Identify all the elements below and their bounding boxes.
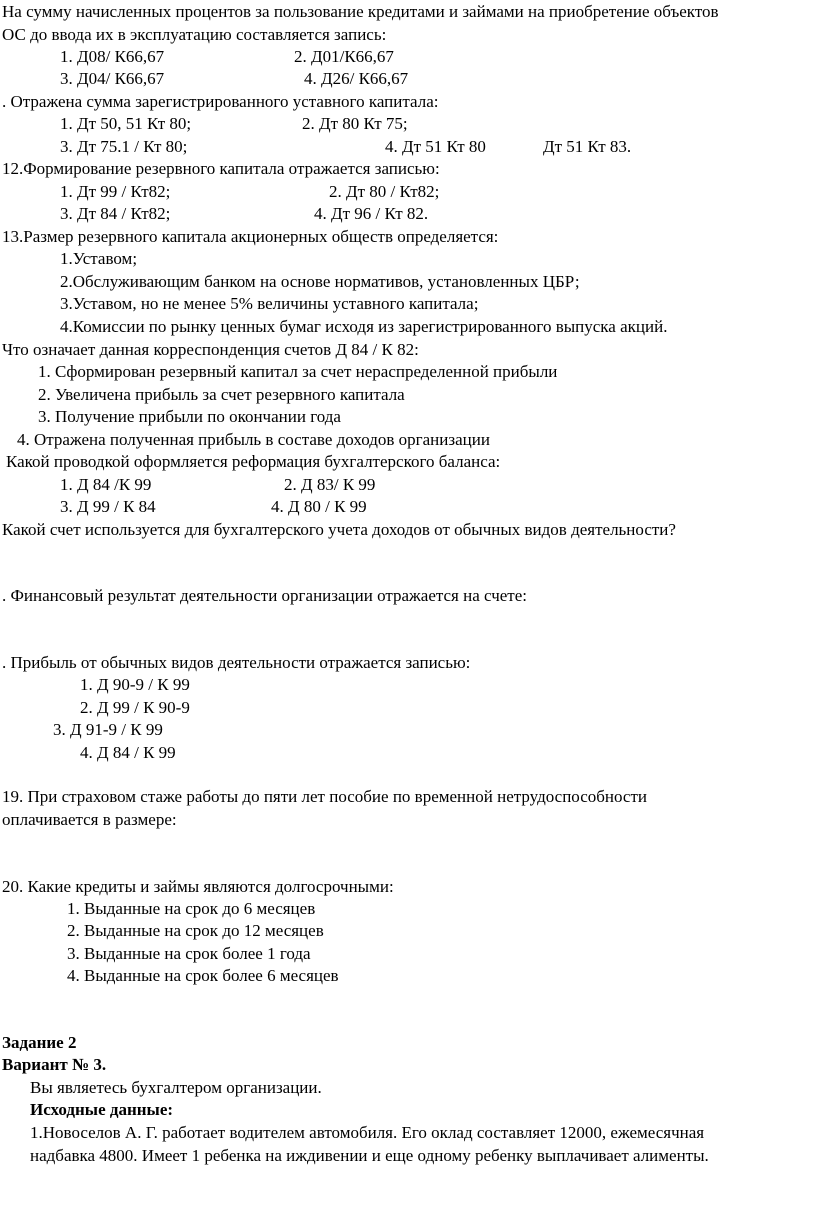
answer-option: 1. Дт 99 / Кт82; bbox=[60, 182, 171, 201]
question-financial-result: . Финансовый результат деятельности организации отражается на счете: bbox=[2, 586, 528, 605]
answer-option: 4. Д26/ К66,67 bbox=[304, 69, 409, 88]
answer-option: 2. Д01/К66,67 bbox=[294, 47, 394, 66]
task-variant: Вариант № 3. bbox=[2, 1055, 107, 1074]
question-interest-line2: ОС до ввода их в эксплуатацию составляется запись: bbox=[2, 25, 387, 44]
answer-option: 3. Дт 75.1 / Кт 80; bbox=[60, 137, 188, 156]
answer-option: 1. Д 84 /К 99 bbox=[60, 475, 152, 494]
question-correspondence: Что означает данная корреспонденция счетов Д 84 / К 82: bbox=[2, 340, 419, 359]
answer-option: 3. Д 99 / К 84 bbox=[60, 497, 156, 516]
question-13: 13.Размер резервного капитала акционерных обществ определяется: bbox=[2, 227, 499, 246]
answer-option: 3.Уставом, но не менее 5% величины уставного капитала; bbox=[60, 294, 479, 313]
answer-option: 1. Дт 50, 51 Кт 80; bbox=[60, 114, 192, 133]
answer-option: Дт 51 Кт 83. bbox=[543, 137, 632, 156]
question-interest-line1: На сумму начисленных процентов за пользование кредитами и займами на приобретение объектов bbox=[2, 2, 719, 21]
question-capital: . Отражена сумма зарегистрированного уставного капитала: bbox=[2, 92, 439, 111]
answer-option: 2. Увеличена прибыль за счет резервного капитала bbox=[38, 385, 405, 404]
answer-option: 2.Обслуживающим банком на основе нормативов, установленных ЦБР; bbox=[60, 272, 580, 291]
task-heading: Задание 2 bbox=[2, 1033, 77, 1052]
task-intro: Вы являетесь бухгалтером организации. bbox=[30, 1078, 322, 1097]
task-item1-line1: 1.Новоселов А. Г. работает водителем автомобиля. Его оклад составляет 12000, ежемесячная bbox=[30, 1123, 705, 1142]
question-20: 20. Какие кредиты и займы являются долгосрочными: bbox=[2, 877, 394, 896]
question-19-line2: оплачивается в размере: bbox=[2, 810, 177, 829]
answer-option: 1. Сформирован резервный капитал за счет нераспределенной прибыли bbox=[38, 362, 558, 381]
answer-option: 4. Отражена полученная прибыль в составе доходов организации bbox=[17, 430, 490, 449]
answer-option: 4. Дт 96 / Кт 82. bbox=[314, 204, 429, 223]
answer-option: 4.Комиссии по рынку ценных бумаг исходя из зарегистрированного выпуска акций. bbox=[60, 317, 668, 336]
task-item1-line2: надбавка 4800. Имеет 1 ребенка на иждивении и еще одному ребенку выплачивает алименты. bbox=[30, 1146, 709, 1165]
answer-option: 4. Выданные на срок более 6 месяцев bbox=[67, 966, 339, 985]
answer-option: 3. Получение прибыли по окончании года bbox=[38, 407, 341, 426]
answer-option: 2. Д 83/ К 99 bbox=[284, 475, 376, 494]
answer-option: 1. Выданные на срок до 6 месяцев bbox=[67, 899, 316, 918]
answer-option: 2. Дт 80 Кт 75; bbox=[302, 114, 408, 133]
question-12: 12.Формирование резервного капитала отражается записью: bbox=[2, 159, 440, 178]
answer-option: 4. Д 80 / К 99 bbox=[271, 497, 367, 516]
task-source-heading: Исходные данные: bbox=[30, 1100, 174, 1119]
answer-option: 1.Уставом; bbox=[60, 249, 138, 268]
answer-option: 2. Дт 80 / Кт82; bbox=[329, 182, 440, 201]
answer-option: 3. Д 91-9 / К 99 bbox=[53, 720, 163, 739]
answer-option: 3. Д04/ К66,67 bbox=[60, 69, 165, 88]
answer-option: 4. Д 84 / К 99 bbox=[80, 743, 176, 762]
answer-option: 1. Д 90-9 / К 99 bbox=[80, 675, 190, 694]
answer-option: 3. Выданные на срок более 1 года bbox=[67, 944, 311, 963]
question-profit-entry: . Прибыль от обычных видов деятельности отражается записью: bbox=[2, 653, 471, 672]
answer-option: 2. Д 99 / К 90-9 bbox=[80, 698, 190, 717]
question-19-line1: 19. При страховом стаже работы до пяти лет пособие по временной нетрудоспособности bbox=[2, 787, 648, 806]
answer-option: 2. Выданные на срок до 12 месяцев bbox=[67, 921, 324, 940]
answer-option: 1. Д08/ К66,67 bbox=[60, 47, 165, 66]
answer-option: 4. Дт 51 Кт 80 bbox=[385, 137, 486, 156]
question-reformation: Какой проводкой оформляется реформация бухгалтерского баланса: bbox=[6, 452, 501, 471]
answer-option: 3. Дт 84 / Кт82; bbox=[60, 204, 171, 223]
question-income-account: Какой счет используется для бухгалтерского учета доходов от обычных видов деятельности? bbox=[2, 520, 676, 539]
